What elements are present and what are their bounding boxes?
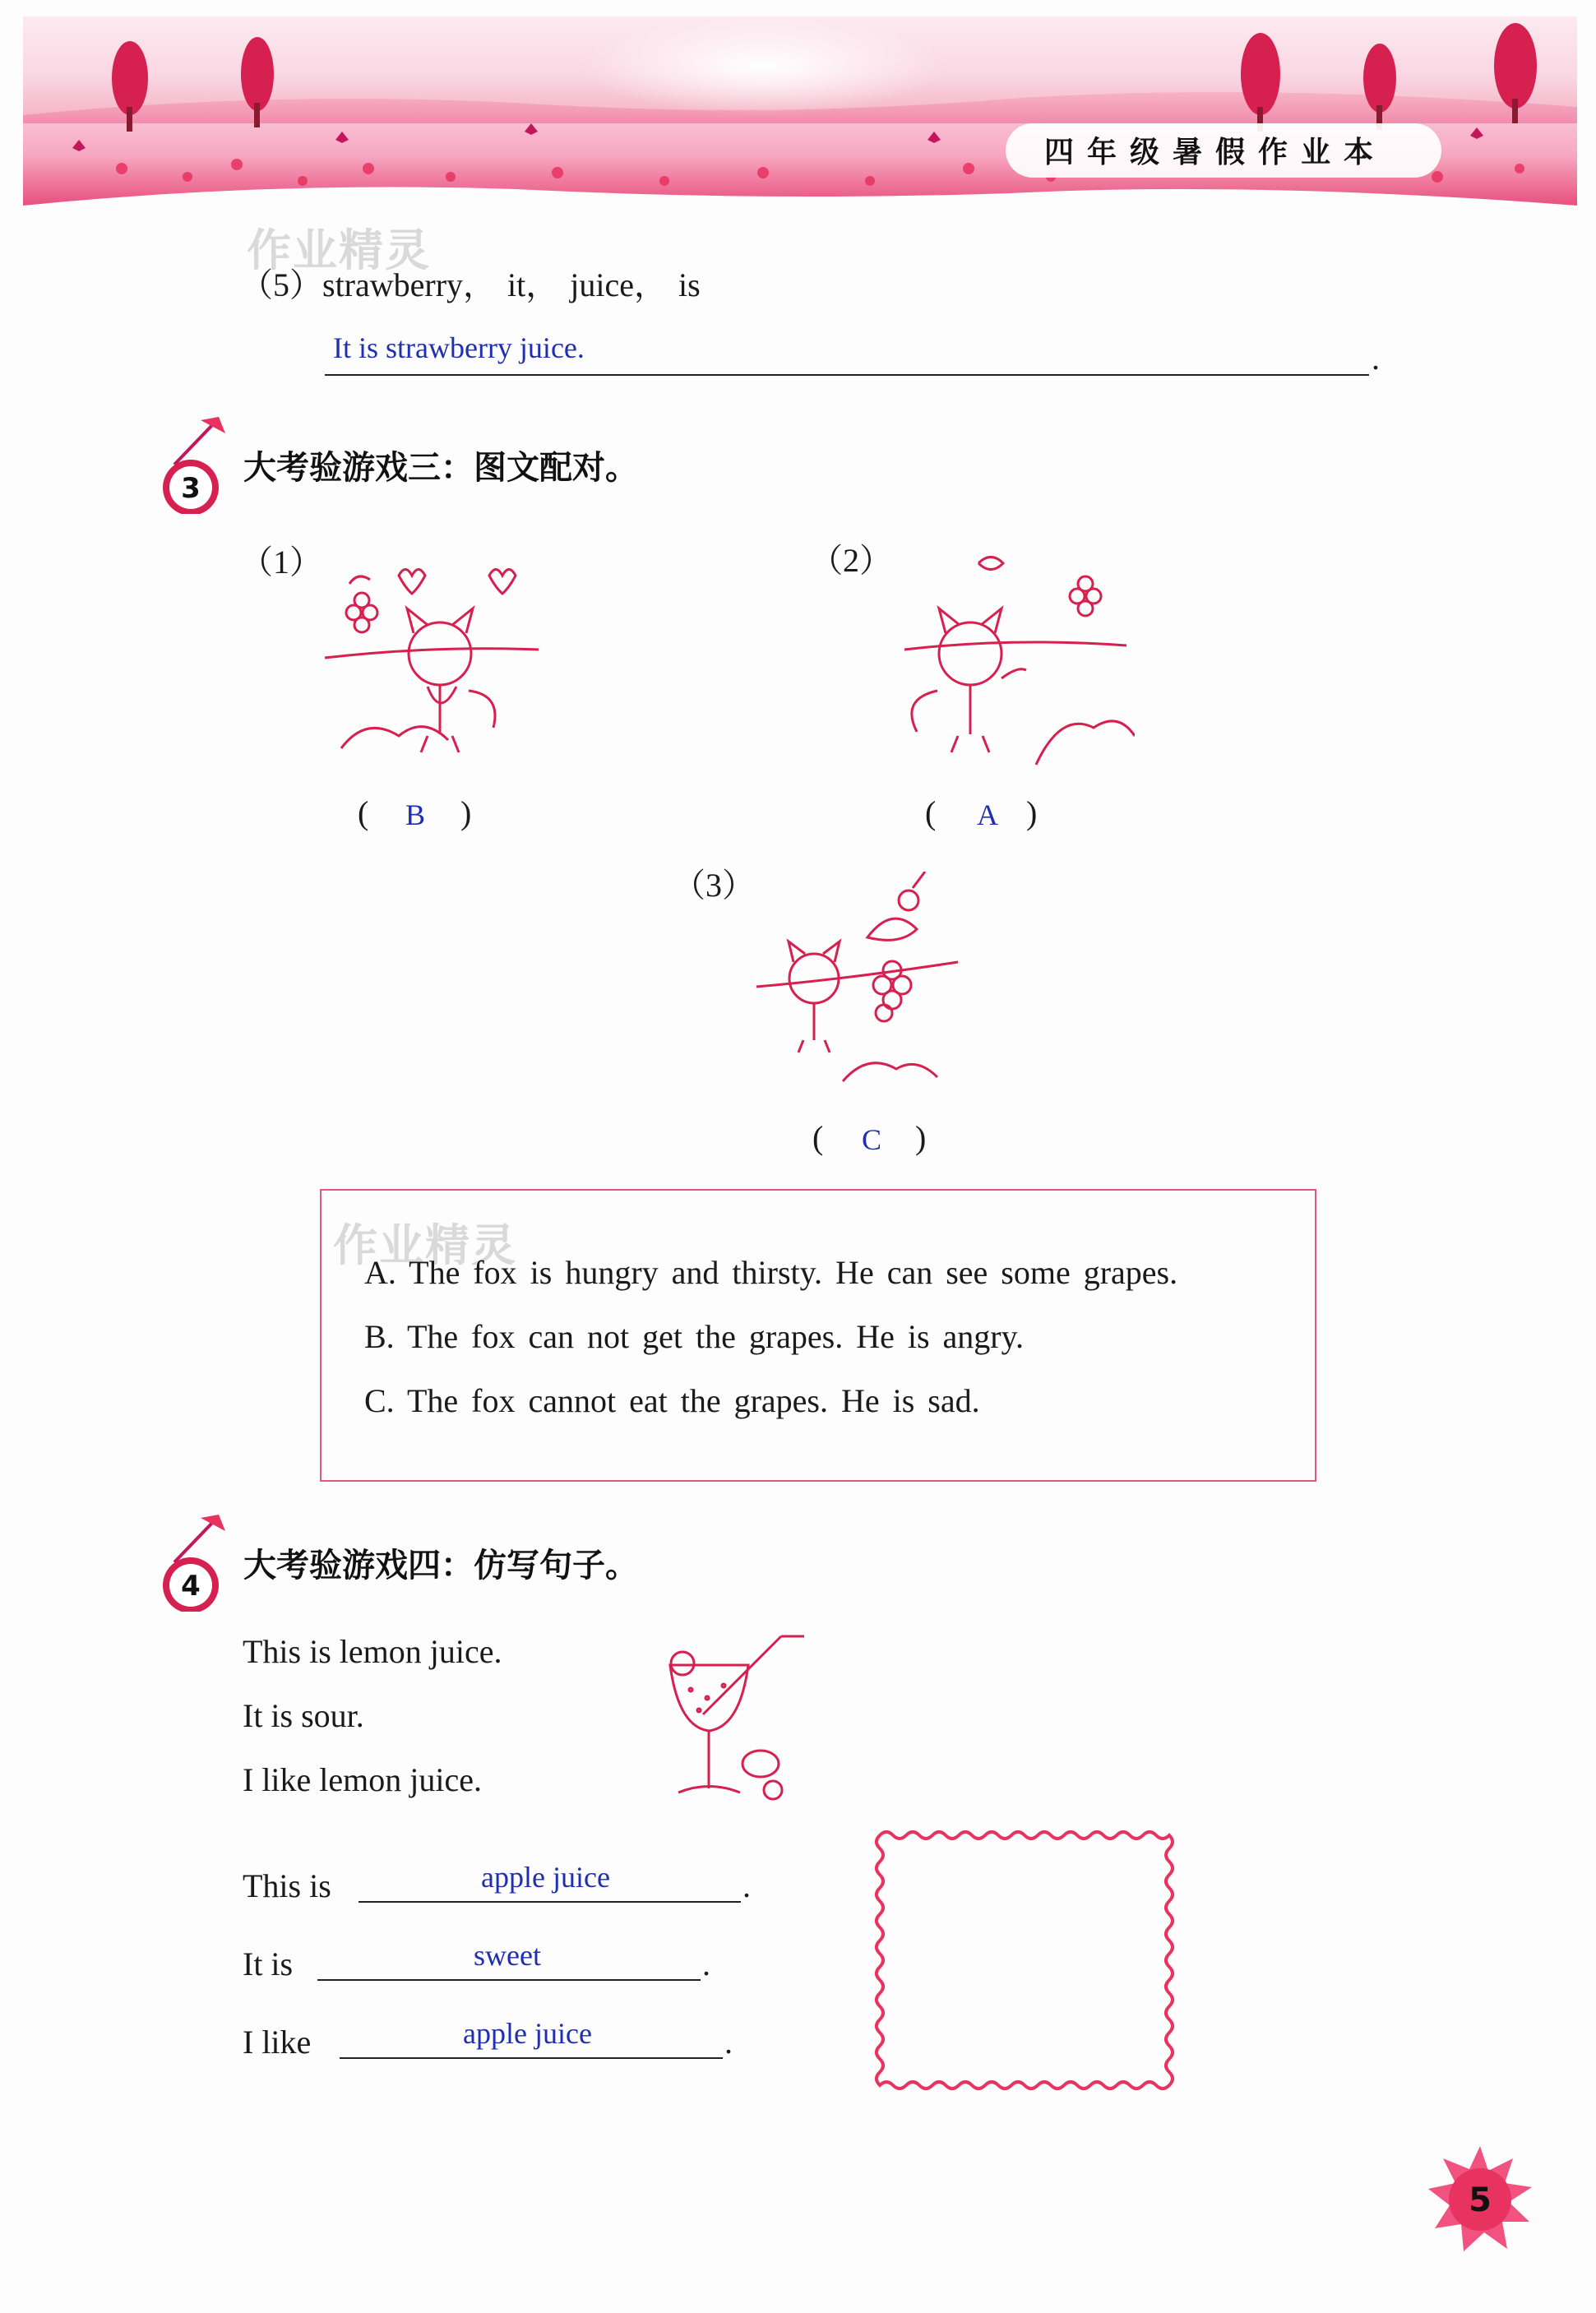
answer-paren: (: [925, 794, 937, 831]
section-number: 4: [181, 1570, 201, 1603]
fox-angry-illustration: [317, 551, 547, 773]
option-a: A. The fox is hungry and thirsty. He can see some grapes.: [364, 1254, 1178, 1291]
fill-prefix: This is: [243, 1867, 331, 1904]
item-answer: A: [977, 798, 998, 831]
answer-paren: (: [358, 794, 369, 831]
example-sentence: It is sour.: [243, 1697, 364, 1734]
answer-paren: ): [460, 794, 472, 831]
example-sentence: This is lemon juice.: [243, 1633, 502, 1670]
fill-line: [359, 1901, 741, 1903]
fill-prefix: It is: [243, 1945, 294, 1982]
item-answer: B: [405, 798, 426, 831]
fill-prefix: I like: [243, 2024, 312, 2061]
fill-line: [317, 1979, 701, 1981]
fox-sad-illustration: [752, 872, 966, 1110]
answer-paren: ): [1026, 794, 1038, 831]
end-mark: .: [1372, 340, 1380, 377]
section-3-header: [150, 415, 638, 514]
fill-answer: apple juice: [481, 1861, 610, 1894]
answer-text: It is strawberry juice.: [333, 331, 585, 364]
header-char: 假: [1215, 135, 1246, 169]
options-box: [320, 1189, 1316, 1482]
question-number: （5）: [240, 266, 322, 303]
option-b: B. The fox can not get the grapes. He is angry.: [364, 1318, 1025, 1355]
header-char: 本: [1344, 135, 1374, 169]
fill-answer: sweet: [474, 1939, 541, 1972]
answer-paren: (: [812, 1119, 824, 1156]
fill-answer: apple juice: [463, 2017, 592, 2050]
fox-hungry-illustration: [888, 547, 1135, 773]
end-mark: .: [702, 1945, 710, 1982]
header-char: 级: [1129, 135, 1159, 169]
page-number: 5: [1469, 2181, 1492, 2219]
section-title: 大考验游戏三：图文配对。: [243, 448, 638, 487]
cocktail-badge-icon: [150, 1513, 232, 1612]
header-title: [1003, 123, 1414, 176]
item-label: （1）: [240, 544, 322, 581]
header-char: 四: [1043, 135, 1074, 169]
end-mark: .: [742, 1867, 751, 1904]
question-words: strawberry， it， juice， is: [322, 266, 701, 303]
watermark: 作业精灵: [247, 224, 431, 276]
page-number-badge: [1427, 2146, 1534, 2253]
drawing-box: [870, 1827, 1176, 2098]
section-title: 大考验游戏四：仿写句子。: [243, 1546, 638, 1584]
header-char: 暑: [1172, 135, 1202, 169]
section-number: 3: [181, 472, 201, 505]
header-banner: [23, 16, 1577, 206]
header-char: 年: [1086, 135, 1117, 169]
watermark: 作业精灵: [333, 1219, 517, 1271]
item-label: （2）: [810, 542, 892, 579]
cocktail-badge-icon: [150, 415, 232, 514]
lemon-juice-glass-illustration: [658, 1632, 806, 1809]
answer-paren: ): [915, 1119, 927, 1156]
end-mark: .: [724, 2024, 733, 2061]
item-answer: C: [862, 1123, 882, 1156]
option-c: C. The fox cannot eat the grapes. He is sad.: [364, 1382, 980, 1419]
fill-line: [340, 2057, 723, 2059]
answer-line: [325, 374, 1369, 376]
header-char: 作: [1258, 135, 1288, 169]
item-label: （3）: [673, 867, 755, 904]
section-4-header: [150, 1513, 638, 1612]
header-char: 业: [1301, 135, 1331, 169]
example-sentence: I like lemon juice.: [243, 1761, 483, 1798]
